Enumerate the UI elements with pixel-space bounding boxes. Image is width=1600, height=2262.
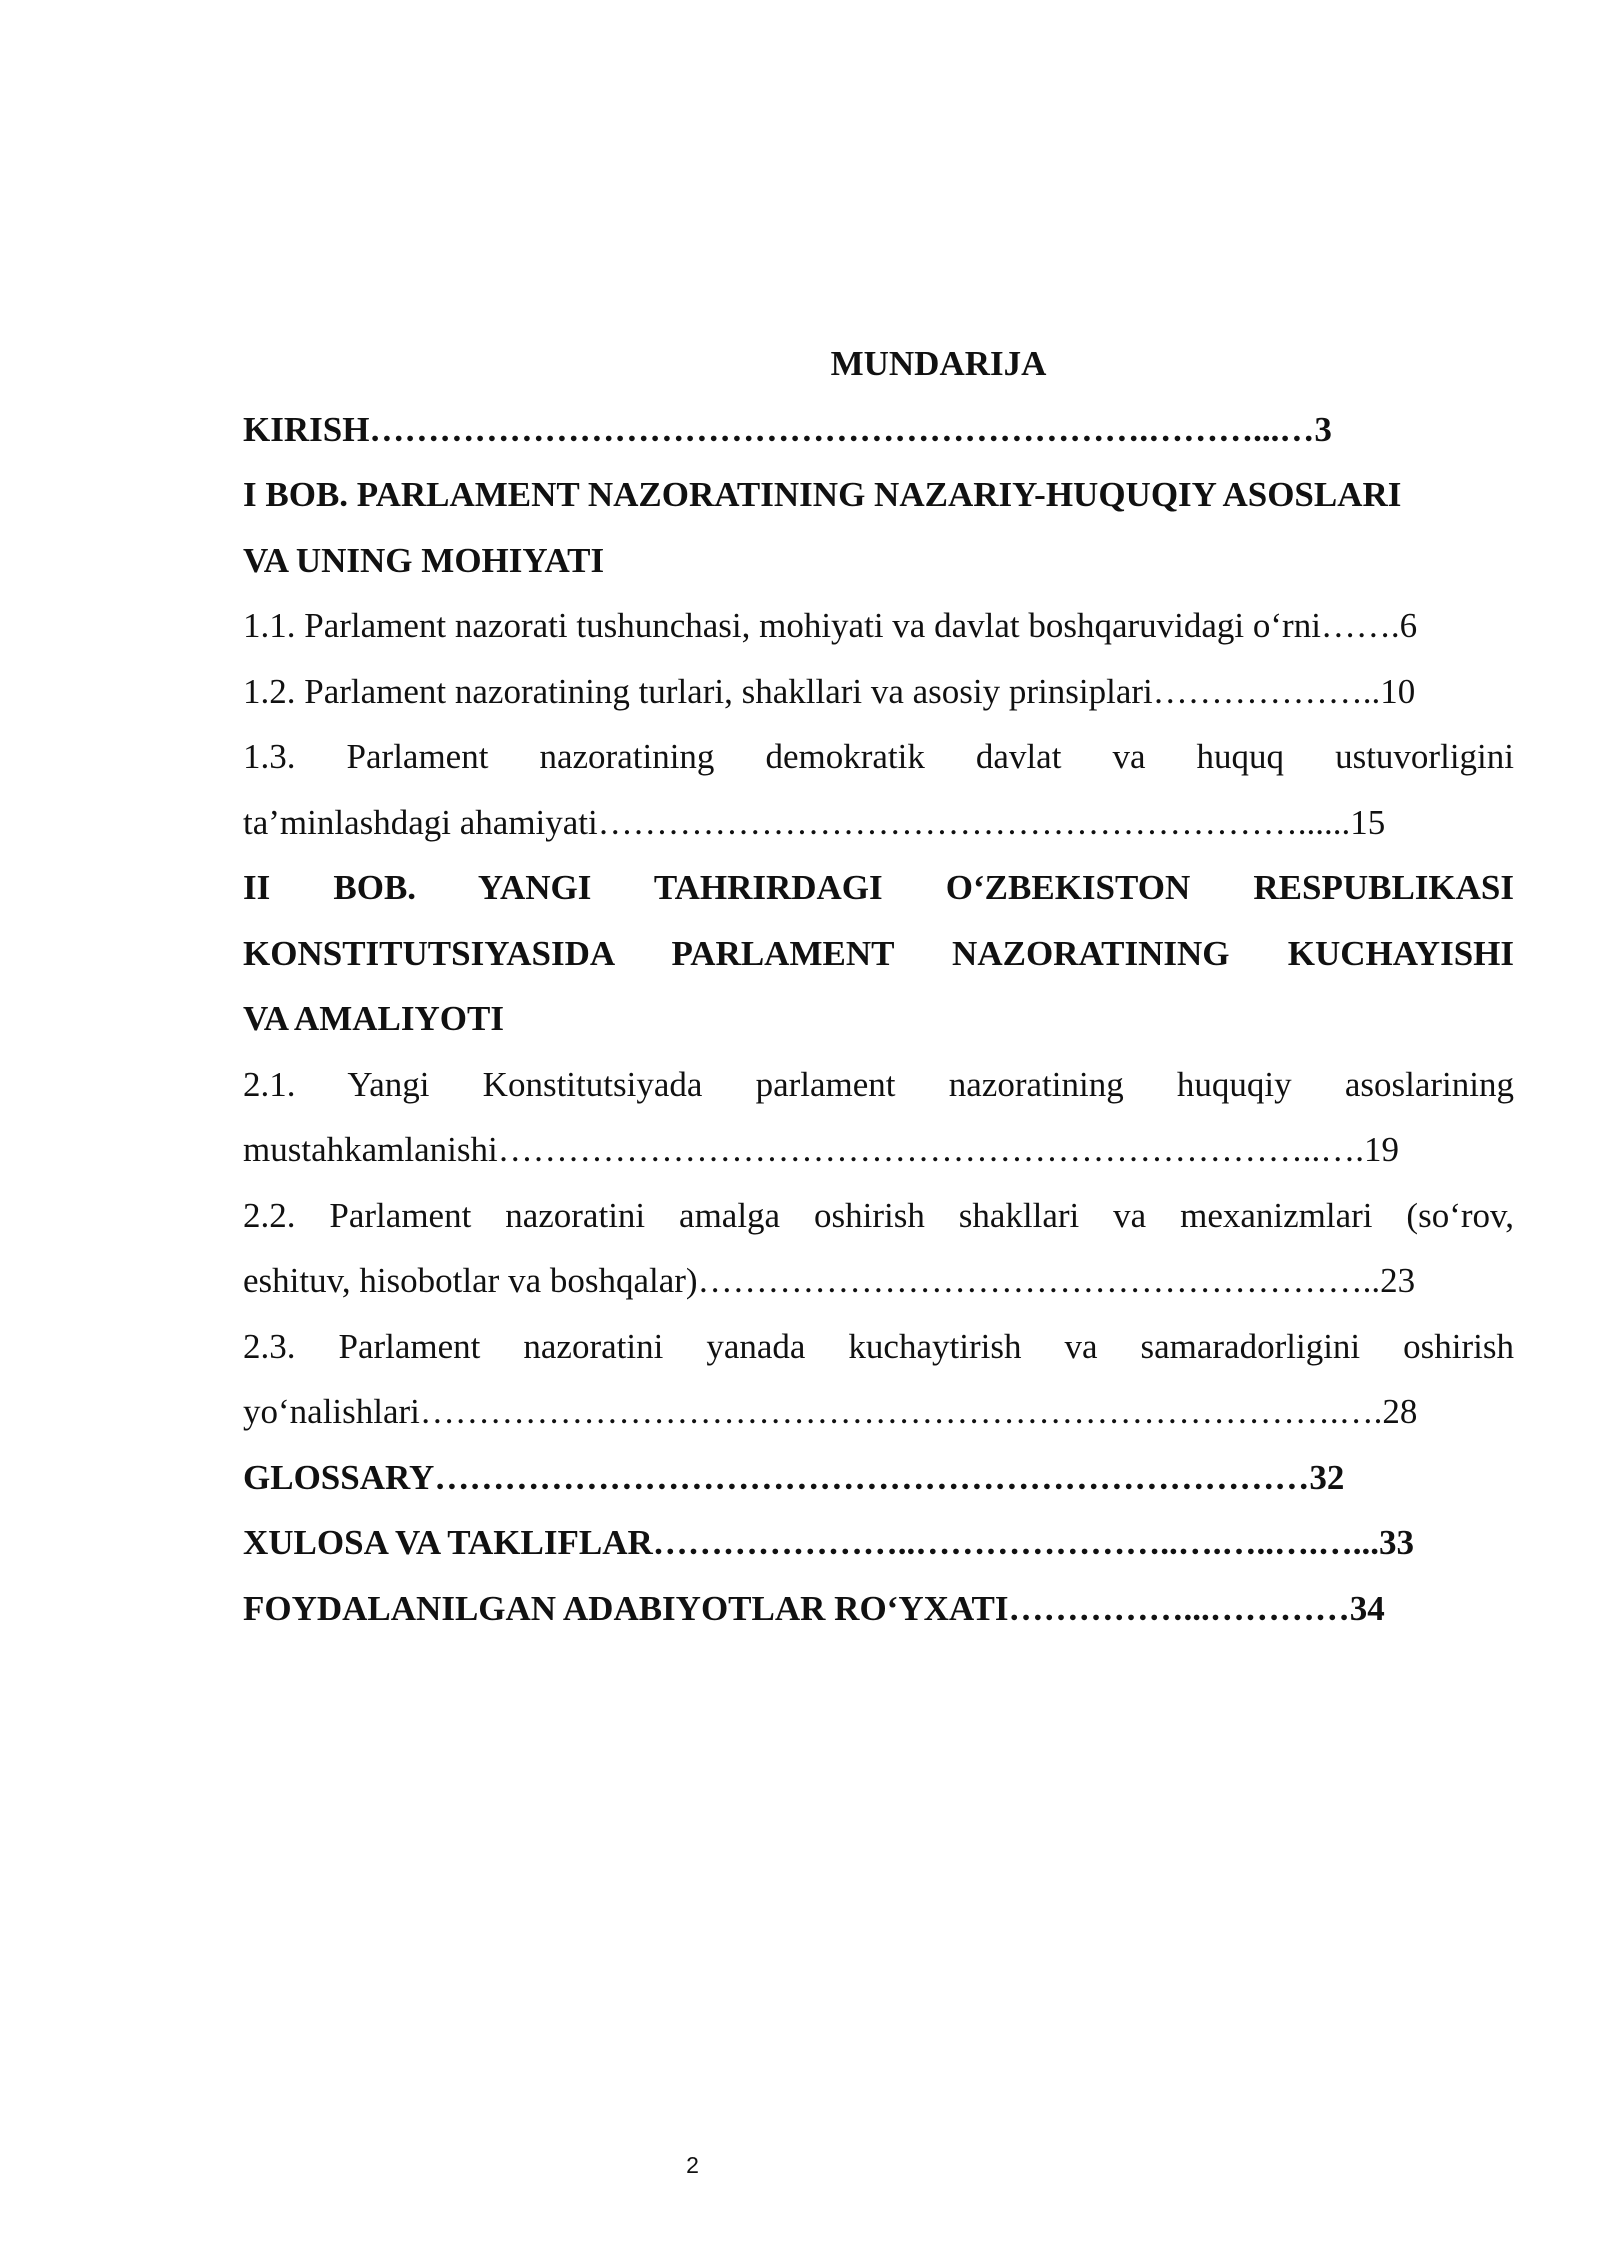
toc-entry: ta’minlashdagi ahamiyati……………………………………………………......15 [243,802,1386,842]
toc-entry: yo‘nalishlari…………………………………………………………………….….28 [243,1392,1418,1431]
toc-entry: VA AMALIYOTI [243,999,504,1038]
toc-title: MUNDARIJA [830,344,1047,383]
toc-entry: GLOSSARY…………………………………………………………………32 [243,1457,1345,1497]
toc-entry: 1.2. Parlament nazoratining turlari, shakllari va asosiy prinsiplari………………..10 [243,671,1416,711]
toc-entry: XULOSA VA TAKLIFLAR…………………..…………………..….…..….…...33 [243,1523,1415,1562]
table-of-contents [243,331,1514,1641]
toc-entry: mustahkamlanishi……………………………………………………………..….19 [243,1130,1399,1169]
toc-entry: KIRISH………………………………………………………….………...…3 [243,409,1332,449]
toc-entry: 1.1. Parlament nazorati tushunchasi, mohiyati va davlat boshqaruvidagi o‘rni…….6 [243,606,1418,645]
toc-entry: FOYDALANILGAN ADABIYOTLAR RO‘YXATI……………...…………34 [243,1588,1385,1628]
toc-entry: eshituv, hisobotlar va boshqalar)…………………………………………………..23 [243,1261,1416,1300]
toc-entry: 2.2. Parlament nazoratini amalga oshirish shakllari va mexanizmlari (so‘rov, [243,1195,1514,1235]
toc-entry: KONSTITUTSIYASIDA PARLAMENT NAZORATINING KUCHAYISHI [243,933,1514,973]
toc-entry: 1.3. Parlament nazoratining demokratik davlat va huquq ustuvorligini [243,737,1514,776]
toc-entry: 2.3. Parlament nazoratini yanada kuchaytirish va samaradorligini oshirish [243,1326,1514,1366]
toc-entry: II BOB. YANGI TAHRIRDAGI O‘ZBEKISTON RESPUBLIKASI [243,868,1514,907]
toc-entries [243,397,1514,1642]
toc-entry: 2.1. Yangi Konstitutsiyada parlament nazoratining huquqiy asoslarining [243,1064,1514,1104]
toc-entry: I BOB. PARLAMENT NAZORATINING NAZARIY-HUQUQIY ASOSLARI [243,475,1402,514]
toc-entry: VA UNING MOHIYATI [243,540,605,580]
page-number: 2 [686,2152,699,2178]
